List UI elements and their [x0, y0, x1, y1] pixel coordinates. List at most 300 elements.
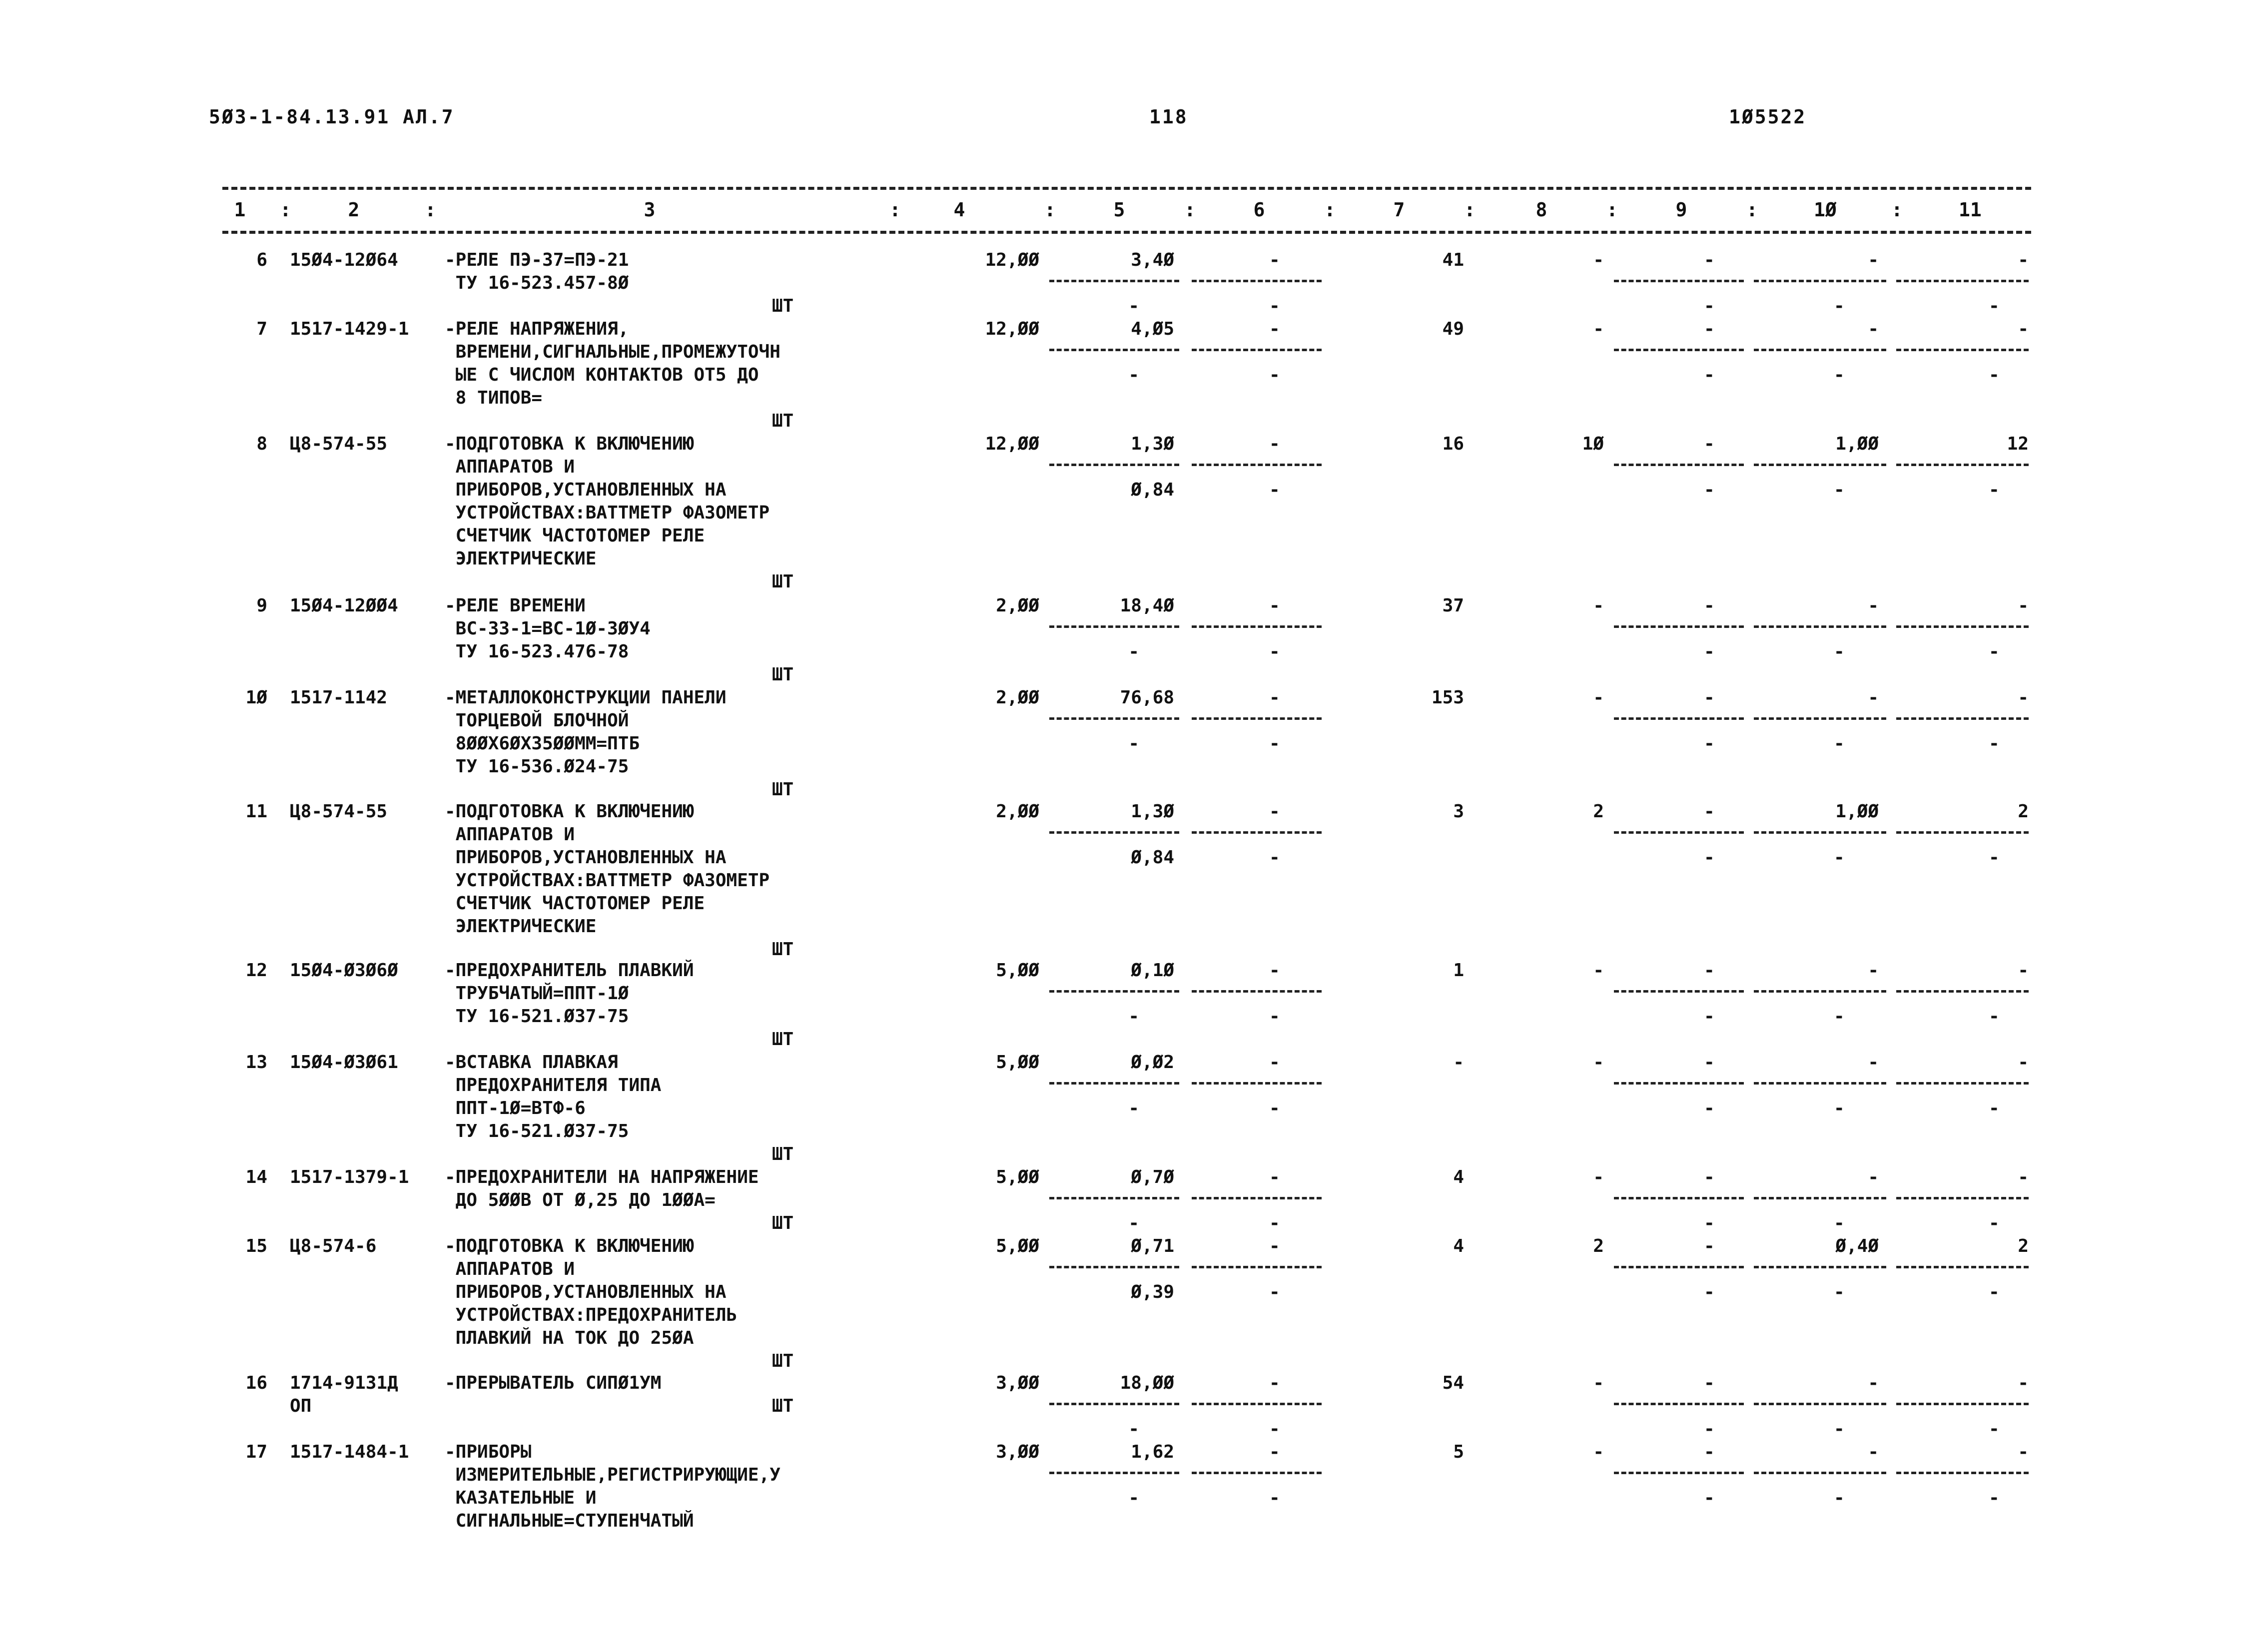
row-col10-bottom: -	[1834, 296, 1845, 316]
row-name-line: УСТРОЙСТВАХ:ВАТТМЕТР ФАЗОМЕТР	[445, 503, 770, 523]
row-col5-top: 1,62	[1131, 1442, 1174, 1462]
row-col5-bottom: Ø,84	[1131, 480, 1174, 500]
column-separator: :	[1746, 199, 1758, 221]
row-col6-bottom: -	[1269, 1098, 1280, 1118]
row-col5-top: Ø,71	[1131, 1236, 1174, 1256]
row-name-line: ТУ 16-523.476-78	[445, 641, 629, 662]
column-separator: :	[425, 199, 436, 221]
row-name-line: ТУ 16-521.Ø37-75	[445, 1121, 629, 1141]
row-unit: ШТ	[772, 1144, 794, 1164]
row-col11-bottom: -	[1989, 1282, 2000, 1302]
row-col5-top: 1,3Ø	[1131, 434, 1174, 454]
column-header-11: 11	[1959, 199, 1982, 221]
row-col9-bottom: -	[1704, 847, 1715, 868]
row-col11-divider	[1896, 349, 2029, 351]
row-col9-bottom: -	[1704, 296, 1715, 316]
row-col5-bottom: Ø,84	[1131, 847, 1174, 868]
row-unit: ШТ	[772, 664, 794, 685]
row-col9-top: -	[1704, 250, 1715, 270]
row-name-line: ДО 5ØØВ ОТ Ø,25 ДО 1ØØА=	[445, 1190, 716, 1210]
row-name-line: АППАРАТОВ И	[445, 824, 575, 845]
row-unit: ШТ	[772, 411, 794, 431]
row-col9-top: -	[1704, 319, 1715, 339]
row-col6-divider	[1192, 1472, 1322, 1474]
row-unit: ШТ	[772, 571, 794, 592]
row-col9-divider	[1614, 1197, 1744, 1199]
row-name-line: -ПРЕДОХРАНИТЕЛИ НА НАПРЯЖЕНИЕ	[445, 1167, 759, 1187]
row-col11-top: -	[2018, 319, 2029, 339]
row-unit: ШТ	[772, 1396, 794, 1416]
row-col10-bottom: -	[1834, 1098, 1845, 1118]
row-name-line: 8 ТИПОВ=	[445, 388, 543, 408]
document-code: 5Ø3-1-84.13.91 АЛ.7	[209, 106, 455, 128]
row-unit: ШТ	[772, 779, 794, 800]
sheet-id: 1Ø5522	[1729, 106, 1807, 128]
row-col11-bottom: -	[1989, 847, 2000, 868]
row-unit: ШТ	[772, 296, 794, 316]
column-separator: :	[1464, 199, 1476, 221]
row-col9-divider	[1614, 831, 1744, 834]
row-col11-bottom: -	[1989, 733, 2000, 754]
row-col7: 41	[1442, 250, 1464, 270]
row-col6-top: -	[1269, 434, 1280, 454]
row-col11-divider	[1896, 464, 2029, 466]
row-col10-bottom: -	[1834, 480, 1845, 500]
row-col11-top: 12	[2007, 434, 2029, 454]
row-col10-divider	[1754, 1197, 1886, 1199]
row-code: 15Ø4-Ø3Ø61	[290, 1052, 398, 1073]
row-name-line: 8ØØХ6ØХ35ØØММ=ПТБ	[445, 733, 640, 754]
row-col9-divider	[1614, 1266, 1744, 1268]
row-col6-top: -	[1269, 1236, 1280, 1256]
row-col5-bottom: -	[1128, 1006, 1139, 1027]
row-number: 12	[245, 960, 267, 981]
row-unit: ШТ	[772, 939, 794, 960]
row-col5-bottom: -	[1128, 1098, 1139, 1118]
row-name-line: -РЕЛЕ ПЭ-37=ПЭ-21	[445, 250, 629, 270]
row-col7: 49	[1442, 319, 1464, 339]
row-col8: -	[1593, 595, 1604, 616]
row-col4: 5,ØØ	[996, 960, 1039, 981]
row-col11-bottom: -	[1989, 1419, 2000, 1439]
row-col9-bottom: -	[1704, 480, 1715, 500]
row-col9-bottom: -	[1704, 365, 1715, 385]
row-col4: 3,ØØ	[996, 1442, 1039, 1462]
row-col11-divider	[1896, 1197, 2029, 1199]
row-code: Ц8-574-6	[290, 1236, 377, 1256]
row-col7: 37	[1442, 595, 1464, 616]
row-col11-top: -	[2018, 687, 2029, 708]
row-col10-top: -	[1868, 687, 1879, 708]
row-col5-divider	[1049, 1266, 1179, 1268]
row-col6-divider	[1192, 1197, 1322, 1199]
row-col5-divider	[1049, 717, 1179, 720]
row-code-suffix: ОП	[290, 1396, 312, 1416]
row-number: 9	[256, 595, 267, 616]
row-col6-bottom: -	[1269, 480, 1280, 500]
row-col5-bottom: -	[1128, 1213, 1139, 1233]
row-col6-top: -	[1269, 1442, 1280, 1462]
row-col6-divider	[1192, 280, 1322, 282]
row-col6-divider	[1192, 625, 1322, 628]
row-number: 8	[256, 434, 267, 454]
row-col5-divider	[1049, 1197, 1179, 1199]
row-col6-top: -	[1269, 801, 1280, 822]
row-col10-divider	[1754, 1472, 1886, 1474]
row-col4: 5,ØØ	[996, 1167, 1039, 1187]
row-col7: 16	[1442, 434, 1464, 454]
row-col9-top: -	[1704, 687, 1715, 708]
row-name-line: СЧЕТЧИК ЧАСТОТОМЕР РЕЛЕ	[445, 893, 705, 914]
row-col10-bottom: -	[1834, 1488, 1845, 1508]
row-col10-top: -	[1868, 1052, 1879, 1073]
row-col8: -	[1593, 1167, 1604, 1187]
row-name-line: ЭЛЕКТРИЧЕСКИЕ	[445, 549, 597, 569]
row-col9-divider	[1614, 1472, 1744, 1474]
row-number: 1Ø	[245, 687, 267, 708]
row-col6-bottom: -	[1269, 1488, 1280, 1508]
row-col10-divider	[1754, 349, 1886, 351]
row-col8: 1Ø	[1582, 434, 1604, 454]
row-name-line: ТРУБЧАТЫЙ=ППТ-1Ø	[445, 983, 629, 1004]
row-col8: -	[1593, 960, 1604, 981]
row-name-line: -МЕТАЛЛОКОНСТРУКЦИИ ПАНЕЛИ	[445, 687, 727, 708]
column-separator: :	[1606, 199, 1618, 221]
row-number: 7	[256, 319, 267, 339]
row-col7: 54	[1442, 1373, 1464, 1393]
row-col4: 2,ØØ	[996, 801, 1039, 822]
row-col9-top: -	[1704, 1442, 1715, 1462]
row-col6-divider	[1192, 1403, 1322, 1405]
row-col6-top: -	[1269, 1167, 1280, 1187]
row-col9-divider	[1614, 280, 1744, 282]
row-col6-bottom: -	[1269, 365, 1280, 385]
row-col6-divider	[1192, 990, 1322, 993]
row-name-line: -РЕЛЕ ВРЕМЕНИ	[445, 595, 586, 616]
row-col4: 2,ØØ	[996, 595, 1039, 616]
row-col5-divider	[1049, 1472, 1179, 1474]
row-col5-top: 76,68	[1120, 687, 1174, 708]
row-name-line: УСТРОЙСТВАХ:ПРЕДОХРАНИТЕЛЬ	[445, 1305, 738, 1325]
row-col5-bottom: -	[1128, 1419, 1139, 1439]
row-col10-top: -	[1868, 960, 1879, 981]
row-col9-divider	[1614, 625, 1744, 628]
row-col10-top: -	[1868, 595, 1879, 616]
row-col5-divider	[1049, 625, 1179, 628]
row-col6-divider	[1192, 717, 1322, 720]
row-col6-divider	[1192, 349, 1322, 351]
row-name-line: ТУ 16-521.Ø37-75	[445, 1006, 629, 1027]
row-col4: 12,ØØ	[985, 250, 1039, 270]
row-col9-divider	[1614, 1082, 1744, 1085]
row-code: Ц8-574-55	[290, 434, 388, 454]
row-code: 15Ø4-12Ø64	[290, 250, 398, 270]
row-col7: 4	[1453, 1167, 1464, 1187]
column-separator: :	[1324, 199, 1336, 221]
row-col11-divider	[1896, 1082, 2029, 1085]
row-col11-top: 2	[2018, 801, 2029, 822]
row-name-line: ТОРЦЕВОЙ БЛОЧНОЙ	[445, 710, 629, 731]
row-col10-top: -	[1868, 1373, 1879, 1393]
row-number: 16	[245, 1373, 267, 1393]
row-col9-divider	[1614, 464, 1744, 466]
row-col11-top: 2	[2018, 1236, 2029, 1256]
row-code: Ц8-574-55	[290, 801, 388, 822]
column-separator: :	[1891, 199, 1903, 221]
row-col11-divider	[1896, 831, 2029, 834]
row-col5-top: 4,Ø5	[1131, 319, 1174, 339]
row-name-line: -ПОДГОТОВКА К ВКЛЮЧЕНИЮ	[445, 434, 694, 454]
row-col6-bottom: -	[1269, 641, 1280, 662]
row-col9-top: -	[1704, 1373, 1715, 1393]
row-col10-bottom: -	[1834, 1282, 1845, 1302]
row-col10-divider	[1754, 717, 1886, 720]
row-col5-bottom: -	[1128, 296, 1139, 316]
row-col10-divider	[1754, 1266, 1886, 1268]
row-name-line: -ПРЕДОХРАНИТЕЛЬ ПЛАВКИЙ	[445, 960, 694, 981]
row-col9-top: -	[1704, 434, 1715, 454]
row-col6-divider	[1192, 831, 1322, 834]
row-col9-bottom: -	[1704, 1213, 1715, 1233]
row-col10-bottom: -	[1834, 1213, 1845, 1233]
row-col7: 1	[1453, 960, 1464, 981]
row-col10-divider	[1754, 1403, 1886, 1405]
row-col10-bottom: -	[1834, 847, 1845, 868]
table-top-rule	[222, 187, 2031, 190]
row-col11-top: -	[2018, 1442, 2029, 1462]
row-col10-top: 1,ØØ	[1835, 801, 1879, 822]
row-number: 14	[245, 1167, 267, 1187]
row-name-line: ВРЕМЕНИ,СИГНАЛЬНЫЕ,ПРОМЕЖУТОЧН	[445, 342, 780, 362]
row-col11-top: -	[2018, 1052, 2029, 1073]
row-name-line: -ПОДГОТОВКА К ВКЛЮЧЕНИЮ	[445, 801, 694, 822]
row-col9-bottom: -	[1704, 1098, 1715, 1118]
row-col6-bottom: -	[1269, 1213, 1280, 1233]
column-header-2: 2	[348, 199, 360, 221]
row-code: 1517-1379-1	[290, 1167, 409, 1187]
row-col11-bottom: -	[1989, 1213, 2000, 1233]
row-col9-top: -	[1704, 960, 1715, 981]
row-col11-divider	[1896, 1403, 2029, 1405]
row-col5-top: Ø,Ø2	[1131, 1052, 1174, 1073]
row-name-line: ВС-33-1=ВС-1Ø-3ØУ4	[445, 618, 651, 639]
row-code: 1517-1142	[290, 687, 388, 708]
row-name-line: ПРИБОРОВ,УСТАНОВЛЕННЫХ НА	[445, 480, 727, 500]
column-header-4: 4	[953, 199, 965, 221]
column-header-1: 1	[234, 199, 246, 221]
row-number: 11	[245, 801, 267, 822]
row-col11-top: -	[2018, 250, 2029, 270]
row-col9-top: -	[1704, 595, 1715, 616]
row-name-line: ТУ 16-536.Ø24-75	[445, 756, 629, 777]
row-col6-top: -	[1269, 319, 1280, 339]
row-col9-bottom: -	[1704, 641, 1715, 662]
column-header-9: 9	[1675, 199, 1687, 221]
row-col9-top: -	[1704, 1167, 1715, 1187]
row-col10-top: -	[1868, 250, 1879, 270]
row-unit: ШТ	[772, 1351, 794, 1371]
row-col8: -	[1593, 1373, 1604, 1393]
row-number: 17	[245, 1442, 267, 1462]
row-col9-bottom: -	[1704, 1282, 1715, 1302]
row-col10-bottom: -	[1834, 1419, 1845, 1439]
row-col6-bottom: -	[1269, 1282, 1280, 1302]
row-col11-bottom: -	[1989, 296, 2000, 316]
row-col5-divider	[1049, 464, 1179, 466]
row-name-line: ЭЛЕКТРИЧЕСКИЕ	[445, 916, 597, 937]
row-col9-bottom: -	[1704, 1419, 1715, 1439]
row-col5-divider	[1049, 990, 1179, 993]
row-col9-divider	[1614, 717, 1744, 720]
row-name-line: АППАРАТОВ И	[445, 1259, 575, 1279]
column-header-6: 6	[1253, 199, 1265, 221]
row-name-line: ПРИБОРОВ,УСТАНОВЛЕННЫХ НА	[445, 1282, 727, 1302]
row-name-line: КАЗАТЕЛЬНЫЕ И	[445, 1488, 597, 1508]
row-col6-bottom: -	[1269, 847, 1280, 868]
row-col5-bottom: -	[1128, 1488, 1139, 1508]
column-separator: :	[889, 199, 901, 221]
row-col11-divider	[1896, 717, 2029, 720]
row-col10-bottom: -	[1834, 733, 1845, 754]
row-col5-bottom: Ø,39	[1131, 1282, 1174, 1302]
row-col10-divider	[1754, 990, 1886, 993]
row-col6-bottom: -	[1269, 296, 1280, 316]
row-col9-divider	[1614, 349, 1744, 351]
row-col6-bottom: -	[1269, 1419, 1280, 1439]
row-col4: 5,ØØ	[996, 1052, 1039, 1073]
row-col6-top: -	[1269, 1373, 1280, 1393]
row-col6-bottom: -	[1269, 1006, 1280, 1027]
row-col11-divider	[1896, 1266, 2029, 1268]
row-code: 15Ø4-Ø3Ø6Ø	[290, 960, 398, 981]
row-name-line: СЧЕТЧИК ЧАСТОТОМЕР РЕЛЕ	[445, 526, 705, 546]
row-number: 15	[245, 1236, 267, 1256]
row-col5-top: Ø,1Ø	[1131, 960, 1174, 981]
row-name-line: -ПОДГОТОВКА К ВКЛЮЧЕНИЮ	[445, 1236, 694, 1256]
row-col11-bottom: -	[1989, 365, 2000, 385]
row-col10-divider	[1754, 831, 1886, 834]
row-col9-bottom: -	[1704, 1006, 1715, 1027]
row-col10-bottom: -	[1834, 641, 1845, 662]
row-col8: -	[1593, 319, 1604, 339]
row-col10-top: 1,ØØ	[1835, 434, 1879, 454]
row-col7: 5	[1453, 1442, 1464, 1462]
row-code: 1714-9131Д	[290, 1373, 398, 1393]
row-col9-top: -	[1704, 801, 1715, 822]
row-name-line: -РЕЛЕ НАПРЯЖЕНИЯ,	[445, 319, 629, 339]
row-col6-divider	[1192, 1266, 1322, 1268]
row-name-line: ТУ 16-523.457-8Ø	[445, 273, 629, 293]
row-col5-divider	[1049, 1403, 1179, 1405]
row-col4: 5,ØØ	[996, 1236, 1039, 1256]
row-col10-bottom: -	[1834, 1006, 1845, 1027]
row-col11-top: -	[2018, 595, 2029, 616]
row-col8: -	[1593, 687, 1604, 708]
row-name-line: ППТ-1Ø=ВТФ-6	[445, 1098, 586, 1118]
row-name-line: УСТРОЙСТВАХ:ВАТТМЕТР ФАЗОМЕТР	[445, 870, 770, 891]
row-col9-top: -	[1704, 1236, 1715, 1256]
row-col10-divider	[1754, 625, 1886, 628]
row-col11-top: -	[2018, 1373, 2029, 1393]
column-header-8: 8	[1535, 199, 1547, 221]
row-col11-bottom: -	[1989, 1488, 2000, 1508]
page-number: 118	[1149, 106, 1188, 128]
row-name-line: ИЗМЕРИТЕЛЬНЫЕ,РЕГИСТРИРУЮЩИЕ,У	[445, 1465, 780, 1485]
column-separator: :	[1044, 199, 1056, 221]
row-col8: 2	[1593, 801, 1604, 822]
row-unit: ШТ	[772, 1029, 794, 1050]
row-col11-bottom: -	[1989, 641, 2000, 662]
row-col11-divider	[1896, 280, 2029, 282]
row-name-line: ПРЕДОХРАНИТЕЛЯ ТИПА	[445, 1075, 662, 1096]
row-col9-divider	[1614, 1403, 1744, 1405]
column-header-7: 7	[1393, 199, 1405, 221]
row-code: 1517-1429-1	[290, 319, 409, 339]
row-col4: 3,ØØ	[996, 1373, 1039, 1393]
row-col6-top: -	[1269, 1052, 1280, 1073]
row-col11-bottom: -	[1989, 1006, 2000, 1027]
row-name-line: -ВСТАВКА ПЛАВКАЯ	[445, 1052, 618, 1073]
row-col5-divider	[1049, 280, 1179, 282]
column-header-10: 1Ø	[1814, 199, 1837, 221]
row-col11-bottom: -	[1989, 480, 2000, 500]
row-col10-top: -	[1868, 1167, 1879, 1187]
row-col7: 3	[1453, 801, 1464, 822]
row-col9-bottom: -	[1704, 733, 1715, 754]
row-col7: 4	[1453, 1236, 1464, 1256]
row-col5-top: 3,4Ø	[1131, 250, 1174, 270]
row-col5-divider	[1049, 349, 1179, 351]
row-col5-bottom: -	[1128, 733, 1139, 754]
row-col10-top: -	[1868, 319, 1879, 339]
row-col11-divider	[1896, 1472, 2029, 1474]
row-col10-divider	[1754, 464, 1886, 466]
row-name-line: ПЛАВКИЙ НА ТОК ДО 25ØА	[445, 1328, 694, 1348]
row-col8: -	[1593, 1442, 1604, 1462]
row-col5-divider	[1049, 1082, 1179, 1085]
row-col4: 12,ØØ	[985, 434, 1039, 454]
row-col8: 2	[1593, 1236, 1604, 1256]
row-col8: -	[1593, 1052, 1604, 1073]
row-col5-bottom: -	[1128, 365, 1139, 385]
row-col10-divider	[1754, 1082, 1886, 1085]
row-col9-bottom: -	[1704, 1488, 1715, 1508]
row-col5-top: Ø,7Ø	[1131, 1167, 1174, 1187]
row-col11-top: -	[2018, 1167, 2029, 1187]
row-name-line: СИГНАЛЬНЫЕ=СТУПЕНЧАТЫЙ	[445, 1511, 694, 1531]
row-col4: 12,ØØ	[985, 319, 1039, 339]
row-number: 13	[245, 1052, 267, 1073]
row-number: 6	[256, 250, 267, 270]
row-col5-top: 1,3Ø	[1131, 801, 1174, 822]
row-col5-bottom: -	[1128, 641, 1139, 662]
row-name-line: ПРИБОРОВ,УСТАНОВЛЕННЫХ НА	[445, 847, 727, 868]
row-col10-top: Ø,4Ø	[1835, 1236, 1879, 1256]
row-col6-top: -	[1269, 595, 1280, 616]
row-col6-top: -	[1269, 687, 1280, 708]
row-name-line: -ПРЕРЫВАТЕЛЬ СИПØ1УМ	[445, 1373, 662, 1393]
row-col6-top: -	[1269, 250, 1280, 270]
row-name-line: -ПРИБОРЫ	[445, 1442, 532, 1462]
row-col6-divider	[1192, 1082, 1322, 1085]
row-col4: 2,ØØ	[996, 687, 1039, 708]
row-col6-divider	[1192, 464, 1322, 466]
row-col11-top: -	[2018, 960, 2029, 981]
row-col6-top: -	[1269, 960, 1280, 981]
row-col6-bottom: -	[1269, 733, 1280, 754]
row-col5-top: 18,4Ø	[1120, 595, 1174, 616]
row-col10-divider	[1754, 280, 1886, 282]
